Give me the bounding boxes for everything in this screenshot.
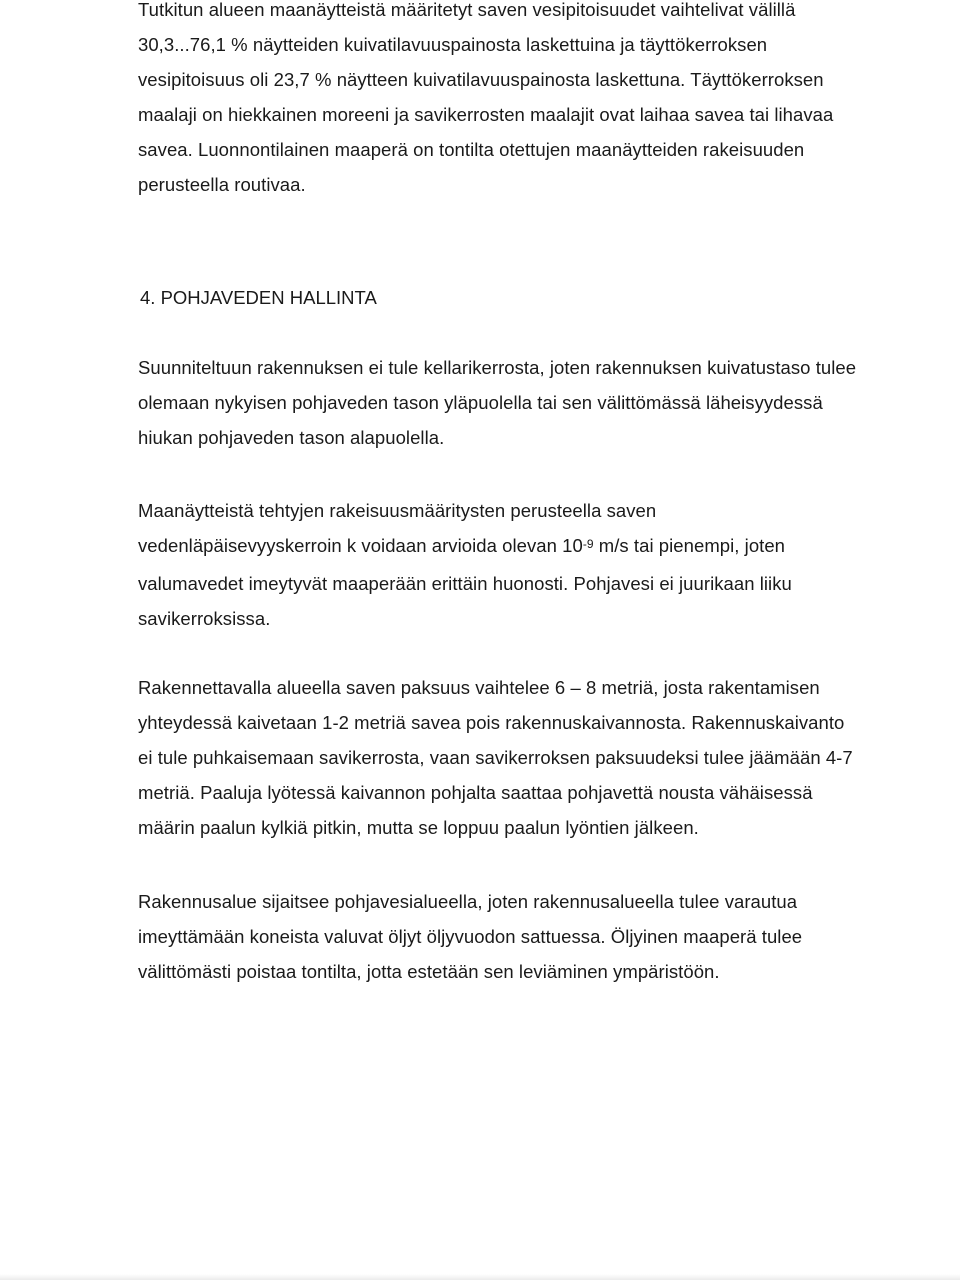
text-line: valumavedet imeytyvät maaperään erittäin huonosti. Pohjavesi ei juurikaan liiku — [138, 573, 792, 594]
text-line: Maanäytteistä tehtyjen rakeisuusmääritysten perusteella saven — [138, 500, 657, 521]
text-line: Rakennettavalla alueella saven paksuus vaihtelee 6 – 8 metriä, josta rakentamisen — [138, 677, 820, 698]
text-segment: m/s tai pienempi, joten — [593, 535, 786, 556]
text-line-with-exponent — [138, 528, 938, 566]
text-line: määrin paalun kylkiä pitkin, mutta se loppuu paalun lyöntien jälkeen. — [138, 817, 699, 838]
text-line: imeyttämään koneista valuvat öljyt öljyvuodon sattuessa. Öljyinen maaperä tulee — [138, 926, 803, 947]
text-line: ei tule puhkaisemaan savikerrosta, vaan savikerroksen paksuudeksi tulee jäämään 4-7 — [138, 747, 853, 768]
scan-edge — [0, 1274, 960, 1280]
text-line: savea. Luonnontilainen maaperä on tontilta otettujen maanäytteiden rakeisuuden — [138, 139, 805, 160]
text-line: olemaan nykyisen pohjaveden tason yläpuolella tai sen välittömässä läheisyydessä — [138, 392, 823, 413]
text-segment: vedenläpäisevyyskerroin k voidaan arvioida olevan 10 — [138, 535, 583, 556]
text-line: Rakennusalue sijaitsee pohjavesialueella, joten rakennusalueella tulee varautua — [138, 891, 798, 912]
intro-paragraph — [138, 0, 938, 202]
text-line: maalaji on hiekkainen moreeni ja savikerrosten maalajit ovat laihaa savea tai lihavaa — [138, 104, 834, 125]
section-heading: 4. POHJAVEDEN HALLINTA — [140, 287, 377, 308]
text-line: Suunniteltuun rakennuksen ei tule kellarikerrosta, joten rakennuksen kuivatustaso tulee — [138, 357, 857, 378]
clay-thickness-paragraph — [138, 670, 938, 845]
text-line: 30,3...76,1 % näytteiden kuivatilavuuspainosta laskettuina ja täyttökerroksen — [138, 34, 768, 55]
text-line: hiukan pohjaveden tason alapuolella. — [138, 427, 445, 448]
exponent: -9 — [582, 537, 594, 551]
text-line: metriä. Paaluja lyötessä kaivannon pohjalta saattaa pohjavettä nousta vähäisessä — [138, 782, 813, 803]
text-line: yhteydessä kaivetaan 1-2 metriä savea pois rakennuskaivannosta. Rakennuskaivanto — [138, 712, 845, 733]
groundwater-area-paragraph — [138, 884, 938, 989]
text-line: savikerroksissa. — [138, 608, 271, 629]
text-line: välittömästi poistaa tontilta, jotta estetään sen leviäminen ympäristöön. — [138, 961, 720, 982]
permeability-paragraph — [138, 493, 938, 636]
text-line: perusteella routivaa. — [138, 174, 306, 195]
text-line: Tutkitun alueen maanäytteistä määritetyt saven vesipitoisuudet vaihtelivat välillä — [138, 0, 796, 20]
text-line: vesipitoisuus oli 23,7 % näytteen kuivatilavuuspainosta laskettuna. Täyttökerroksen — [138, 69, 824, 90]
groundwater-level-paragraph — [138, 350, 938, 455]
